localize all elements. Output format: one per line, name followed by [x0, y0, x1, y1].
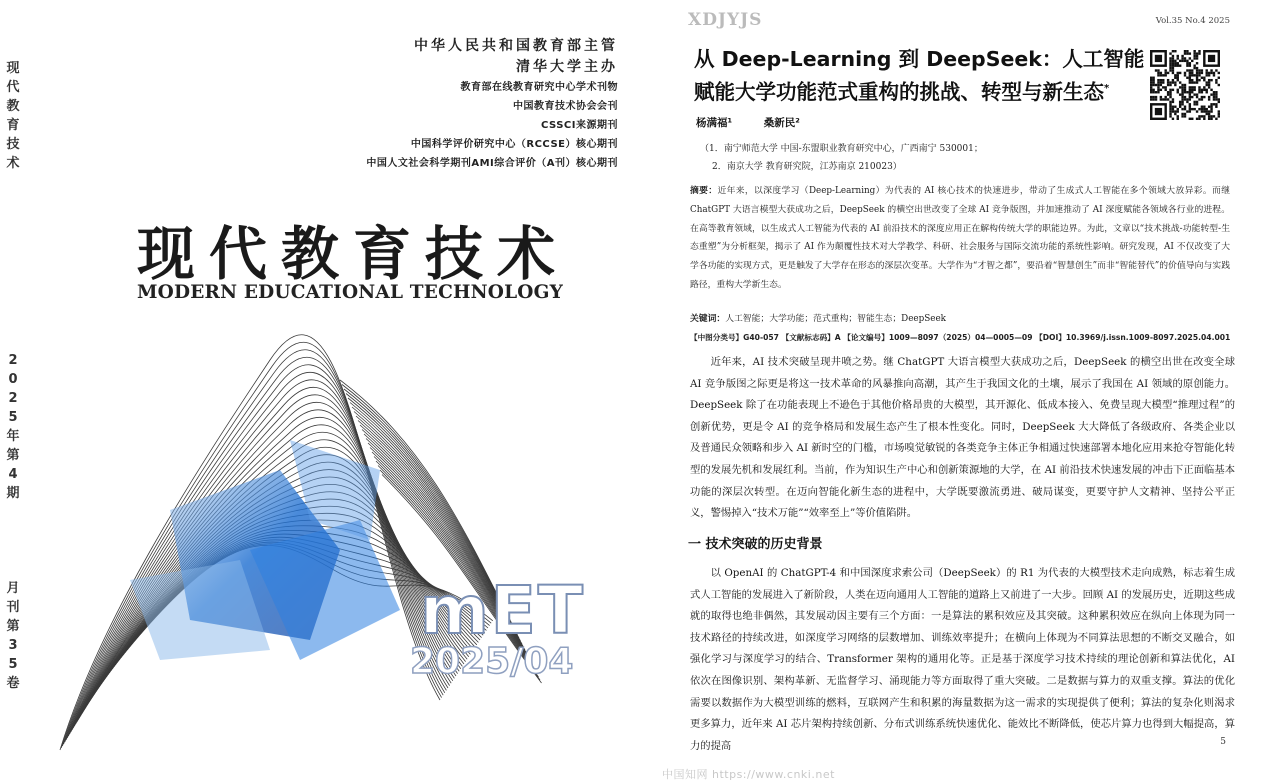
affiliation-line: 2．南京大学 教育研究院，江苏南京 210023）	[712, 162, 902, 172]
title-footnote-mark: *	[1104, 83, 1110, 94]
spine-char: 卷	[6, 676, 20, 691]
keywords-text: 人工智能；大学功能；范式重构；智能生态；DeepSeek	[725, 314, 947, 324]
sponsor-line: 清华大学主办	[516, 59, 618, 75]
spine-journal-name	[2, 60, 24, 172]
spine-char: 2	[8, 353, 18, 368]
spine-char: 5	[8, 410, 18, 425]
spine-char: 期	[6, 486, 20, 501]
spine-char: 代	[6, 80, 20, 95]
affiliations	[700, 140, 983, 176]
spine-char: 5	[8, 657, 18, 672]
abstract-text: 近年来，以深度学习（Deep-Learning）为代表的 AI 核心技术的快速进步，带动了生成式人工智能在多个领域大放异彩。而继 ChatGPT 大语言模型大获成功之后，DeepSeek 的横空出世改变了全球 AI 竞争版图，并加速推动了 AI 深度赋能各领域各行业的进程。在高等教育领域，以生成式人工智能为代表的 AI 前沿技术的深度应用正在解构传统大学的职能边界。为此，文章以“技术挑战-功能转型-生态重塑”为分析框架，揭示了 AI 作为颠覆性技术对大学教学、科研、社会服务与国际交流功能的系统性影响。研究发现，AI 不仅改变了大学各功能的实现方式，更是触发了大学存在形态的深层次变革。大学作为“才智之都”，要沿着“智慧创生”而非“智能替代”的价值导向与实践路径，重构大学新生态。	[690, 186, 1230, 290]
spine-char: 刊	[6, 600, 20, 615]
abstract-label: 摘要：	[690, 186, 718, 196]
cover-title-en: MODERN EDUCATIONAL TECHNOLOGY	[136, 282, 564, 303]
journal-header-logo: XDJYJS	[688, 10, 763, 30]
journal-cover	[0, 0, 640, 775]
article-page	[640, 0, 1278, 775]
spine-issue	[2, 352, 24, 504]
spine-char: 3	[8, 638, 18, 653]
intro-paragraph: 近年来，AI 技术突破呈现井喷之势。继 ChatGPT 大语言模型大获成功之后，DeepSeek 的横空出世在改变全球 AI 竞争版图之际更是将这一技术革命的风暴推向高潮，其产生于我国文化的土壤，展示了我国在 AI 领域的原创能力。DeepSeek 除了在功能表现上不逊色于其他价格昂贵的大模型，其开源化、低成本接入、免费呈现大模型“推理过程”的创新优势，更是令 AI 的竞争格局和发展生态产生了根本性变化。同时，DeepSeek 大大降低了各级政府、各类企业以及普通民众领略和步入 AI 新时空的门槛，市场嗅觉敏锐的各类竞争主体正争相通过快速部署本地化应用来抢夺智能化转型的发展先机和发展红利。当前，作为知识生产中心和创新策源地的大学，在 AI 前沿技术快速发展的冲击下正面临基本功能的深层次转型。在迈向智能化新生态的进程中，大学既要激流勇进、破局谋变，更要守护人文精神、坚持公平正义，警惕掉入“技术万能”“效率至上”等价值陷阱。	[690, 356, 1235, 520]
cover-spine	[2, 60, 24, 691]
section-heading: 一 技术突破的历史背景	[688, 537, 823, 552]
spine-volume	[2, 580, 24, 694]
met-logo: mET	[420, 572, 585, 649]
keywords-label: 关键词：	[690, 314, 726, 324]
qr-code[interactable]	[1150, 50, 1220, 120]
sponsor-line: 中国科学评价研究中心（RCCSE）核心期刊	[410, 139, 618, 150]
article-title-text: 从 Deep-Learning 到 DeepSeek：人工智能赋能大学功能范式重构的挑战、转型与新生态	[694, 47, 1145, 104]
spine-char: 4	[8, 467, 18, 482]
spine-char: 术	[6, 156, 20, 171]
spine-char: 0	[8, 372, 18, 387]
spine-char: 教	[6, 99, 20, 114]
spine-char: 2	[8, 391, 18, 406]
sponsor-line: 中华人民共和国教育部主管	[414, 38, 618, 54]
spine-char: 技	[6, 137, 20, 152]
cover-title-cn: 现代教育技术	[136, 220, 569, 288]
page-number: 5	[1220, 737, 1226, 747]
classification-line: 【中图分类号】G40-057 【文献标志码】A 【论文编号】1009—8097（2025）04—0005—09 【DOI】10.3969/j.issn.1009-8097.2025.04.001	[690, 333, 1231, 342]
sponsor-line: 中国人文社会科学期刊AMI综合评价（A刊）核心期刊	[366, 158, 618, 169]
spine-char: 月	[6, 581, 20, 596]
section-paragraph: 以 OpenAI 的 ChatGPT-4 和中国深度求索公司（DeepSeek）的 R1 为代表的大模型技术走向成熟，标志着生成式人工智能的发展进入了新阶段，人类在迈向通用人工智能的道路上又前进了一大步。回顾 AI 的发展历史，近期这些成就的取得也绝非偶然，其发展动因主要有三个方面：一是算法的累积效应及其突破。这种累积效应在纵向上体现为同一技术路径的持续改进，如深度学习网络的层数增加、训练效率提升；在横向上体现为不同算法思想的不断交叉融合，如强化学习与深度学习的结合、Transformer 架构的通用化等。正是基于深度学习技术持续的理论创新和算法优化，AI 依次在图像识别、架构革新、无监督学习、涌现能力等方面取得了重大突破。二是数据与算力的双重支撑。算法的优化需要以数据作为大模型训练的燃料，互联网产生和积累的海量数据为这一需求的实现提供了便利；算法的复杂化则渴求更多算力，近年来 AI 芯片架构持续创新、分布式训练系统快速优化、能效比不断降低，使芯片算力也得到大幅提高，算力的提高	[690, 567, 1235, 752]
author-name: 杨满福¹	[696, 117, 733, 129]
volume-issue: Vol.35 No.4 2025	[1155, 16, 1230, 26]
sponsor-line: 教育部在线教育研究中心学术刊物	[460, 82, 618, 93]
sponsor-line: 中国教育技术协会会刊	[513, 101, 618, 112]
author-name: 桑新民²	[763, 117, 800, 129]
sponsor-line: CSSCI来源期刊	[540, 120, 618, 131]
spine-char: 第	[6, 619, 20, 634]
cover-sponsors	[198, 36, 618, 173]
keywords	[690, 311, 1230, 324]
affiliation-line: （1．南宁师范大学 中国-东盟职业教育研究中心，广西南宁 530001；	[700, 144, 983, 154]
abstract	[690, 182, 1230, 295]
spine-char: 育	[6, 118, 20, 133]
author-list	[696, 115, 828, 130]
spine-char: 现	[6, 61, 20, 76]
spine-char: 年	[6, 429, 20, 444]
met-logo-year: 2025/04	[410, 641, 574, 682]
article-title	[694, 44, 1154, 107]
cover-wave-artwork	[40, 320, 600, 760]
cnki-watermark: 中国知网 https://www.cnki.net	[662, 768, 835, 781]
spine-char: 第	[6, 448, 20, 463]
